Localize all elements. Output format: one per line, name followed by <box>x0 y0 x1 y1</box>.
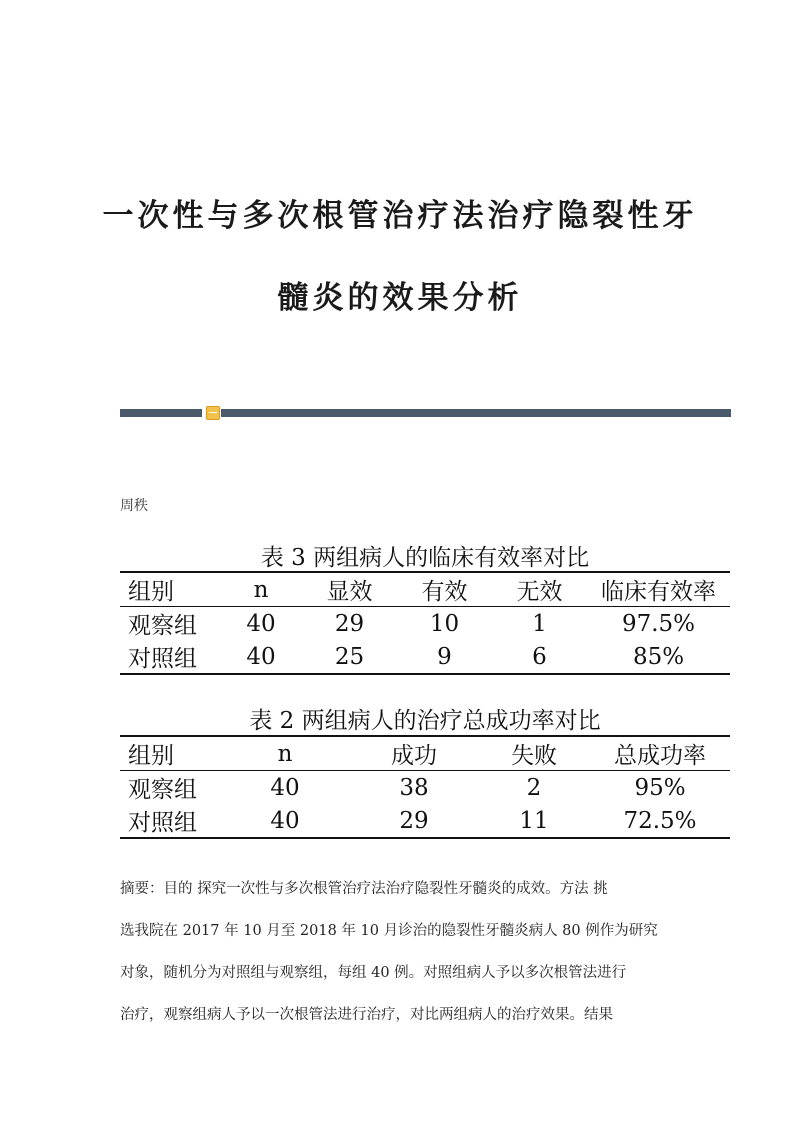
column-header: 显效 <box>302 572 397 607</box>
table-cell: 85% <box>587 640 730 674</box>
abstract-line: 对象，随机分为对照组与观察组，每组 40 例。对照组病人予以多次根管法进行 <box>120 965 627 981</box>
table-row <box>120 607 730 641</box>
abstract-line: 摘要：目的 探究一次性与多次根管治疗法治疗隐裂性牙髓炎的成效。方法 挑 <box>120 881 608 897</box>
table-cell: 29 <box>334 610 365 637</box>
table-cell: 对照组 <box>120 804 220 838</box>
column-header: 有效 <box>397 572 492 607</box>
table-cell: 40 <box>246 610 276 637</box>
title-divider <box>120 409 731 417</box>
column-header: 成功 <box>350 736 478 771</box>
author-name: 周秩 <box>120 498 148 514</box>
column-header: 无效 <box>492 572 587 607</box>
table-cell: 38 <box>399 774 429 801</box>
table-header-row <box>120 736 730 771</box>
table-row <box>120 640 730 674</box>
table-cell: 40 <box>220 640 302 674</box>
table-cell: 观察组 <box>128 777 197 803</box>
divider-right-segment <box>221 409 731 417</box>
document-badge-icon <box>206 406 220 420</box>
table-row <box>120 771 730 805</box>
column-header: 组别 <box>120 736 220 771</box>
table-cell: 11 <box>478 804 590 838</box>
column-header: 总成功率 <box>590 736 730 771</box>
table-cell: 9 <box>397 640 492 674</box>
column-header: 组别 <box>120 572 220 607</box>
table-cell: 40 <box>270 774 300 801</box>
table-3 <box>120 571 730 675</box>
abstract-line: 选我院在 2017 年 10 月至 2018 年 10 月诊治的隐裂性牙髓炎病人 80 例作为研究 <box>120 923 658 939</box>
table-cell: 29 <box>350 804 478 838</box>
column-header: n <box>220 736 350 771</box>
table-cell: 72.5% <box>590 804 730 838</box>
table-cell: 6 <box>492 640 587 674</box>
table-cell: 40 <box>220 804 350 838</box>
column-header: 失败 <box>478 736 590 771</box>
column-header: 临床有效率 <box>587 572 730 607</box>
table-row <box>120 804 730 838</box>
table-3-caption: 表 3 两组病人的临床有效率对比 <box>260 545 590 571</box>
abstract <box>120 868 685 1036</box>
table-cell: 1 <box>532 610 547 637</box>
divider-left-segment <box>120 409 202 417</box>
column-header: n <box>220 572 302 607</box>
paper-title-line-1: 一次性与多次根管治疗法治疗隐裂性牙 <box>102 198 698 234</box>
table-2-caption: 表 2 两组病人的治疗总成功率对比 <box>249 708 601 734</box>
table-cell: 对照组 <box>120 640 220 674</box>
table-header-row <box>120 572 730 607</box>
table-cell: 25 <box>302 640 397 674</box>
paper-title-line-2: 髓炎的效果分析 <box>277 280 523 316</box>
table-cell: 2 <box>526 774 542 801</box>
table-cell: 观察组 <box>128 613 197 639</box>
table-cell: 10 <box>429 610 460 637</box>
table-cell: 97.5% <box>621 610 696 637</box>
table-cell: 95% <box>634 774 686 801</box>
abstract-line: 治疗，观察组病人予以一次根管法进行治疗，对比两组病人的治疗效果。结果 <box>120 1007 613 1023</box>
table-2 <box>120 735 730 839</box>
